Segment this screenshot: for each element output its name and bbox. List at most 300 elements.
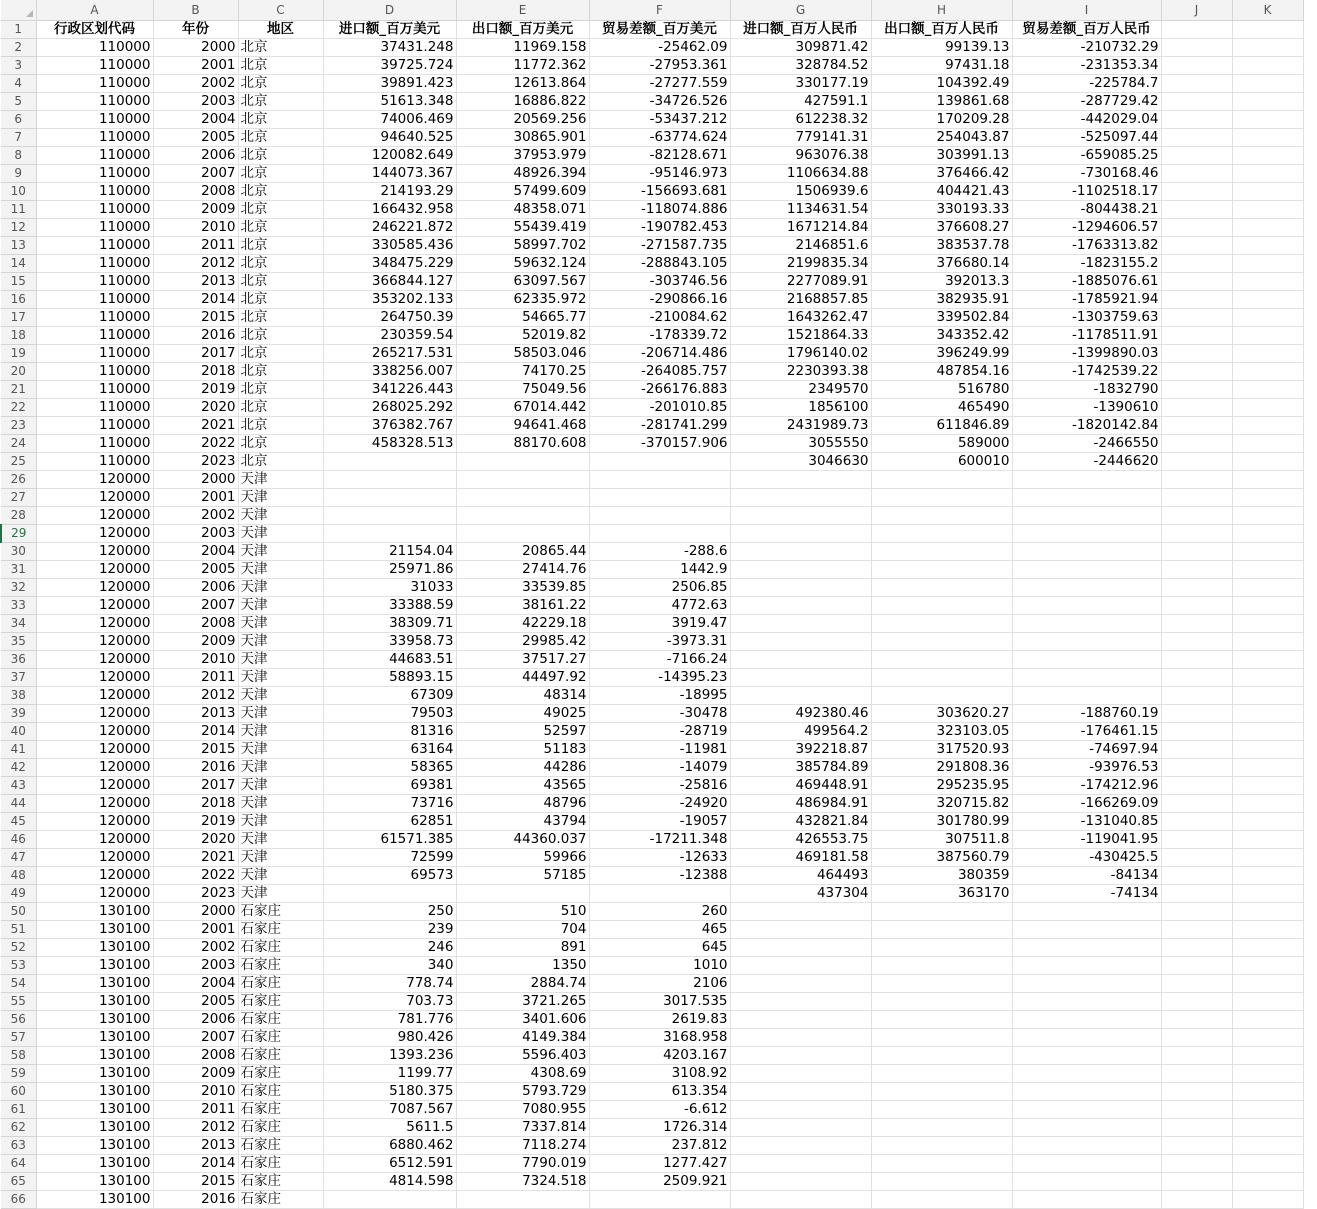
row-header[interactable]: 45 [1, 813, 36, 831]
row-header[interactable]: 60 [1, 1083, 36, 1101]
cell[interactable]: 2199835.34 [730, 255, 871, 273]
cell[interactable] [1232, 957, 1303, 975]
cell[interactable] [456, 471, 589, 489]
cell[interactable]: -804438.21 [1012, 201, 1161, 219]
cell[interactable]: -27953.361 [589, 57, 730, 75]
cell[interactable] [1161, 1119, 1232, 1137]
cell[interactable]: 贸易差额_百万人民币 [1012, 21, 1161, 39]
cell[interactable] [871, 687, 1012, 705]
cell[interactable] [1161, 993, 1232, 1011]
cell[interactable] [1232, 93, 1303, 111]
cell[interactable] [730, 1029, 871, 1047]
cell[interactable] [730, 957, 871, 975]
cell[interactable]: 341226.443 [323, 381, 456, 399]
cell[interactable]: 363170 [871, 885, 1012, 903]
row-header[interactable]: 55 [1, 993, 36, 1011]
cell[interactable]: 1199.77 [323, 1065, 456, 1083]
cell[interactable]: 5793.729 [456, 1083, 589, 1101]
row-header[interactable]: 32 [1, 579, 36, 597]
cell[interactable]: 2146851.6 [730, 237, 871, 255]
cell[interactable] [1232, 507, 1303, 525]
cell[interactable]: -190782.453 [589, 219, 730, 237]
cell[interactable] [456, 507, 589, 525]
cell[interactable]: 340 [323, 957, 456, 975]
cell[interactable]: 2015 [153, 1173, 238, 1191]
cell[interactable] [323, 507, 456, 525]
cell[interactable] [1012, 579, 1161, 597]
cell[interactable]: 38309.71 [323, 615, 456, 633]
cell[interactable]: 石家庄 [238, 1011, 323, 1029]
cell[interactable] [1012, 903, 1161, 921]
row-header[interactable]: 59 [1, 1065, 36, 1083]
cell[interactable] [730, 1083, 871, 1101]
cell[interactable]: 2000 [153, 471, 238, 489]
cell[interactable]: 北京 [238, 93, 323, 111]
cell[interactable]: 1442.9 [589, 561, 730, 579]
cell[interactable] [1232, 525, 1303, 543]
cell[interactable]: 北京 [238, 219, 323, 237]
cell[interactable] [1161, 561, 1232, 579]
cell[interactable]: -74697.94 [1012, 741, 1161, 759]
cell[interactable] [1161, 21, 1232, 39]
cell[interactable]: 51613.348 [323, 93, 456, 111]
cell[interactable] [1161, 1173, 1232, 1191]
cell[interactable] [871, 525, 1012, 543]
cell[interactable] [1232, 1047, 1303, 1065]
cell[interactable]: 2012 [153, 255, 238, 273]
cell[interactable]: 613.354 [589, 1083, 730, 1101]
cell[interactable]: 石家庄 [238, 939, 323, 957]
cell[interactable]: 2018 [153, 795, 238, 813]
cell[interactable] [730, 1155, 871, 1173]
cell[interactable]: 5180.375 [323, 1083, 456, 1101]
cell[interactable]: 58893.15 [323, 669, 456, 687]
cell[interactable]: 166432.958 [323, 201, 456, 219]
cell[interactable]: 110000 [36, 111, 153, 129]
row-header[interactable]: 40 [1, 723, 36, 741]
cell[interactable]: 北京 [238, 273, 323, 291]
cell[interactable]: 北京 [238, 435, 323, 453]
cell[interactable]: 2015 [153, 309, 238, 327]
cell[interactable]: 石家庄 [238, 957, 323, 975]
cell[interactable] [1161, 309, 1232, 327]
cell[interactable]: 645 [589, 939, 730, 957]
cell[interactable]: -24920 [589, 795, 730, 813]
cell[interactable] [1161, 165, 1232, 183]
cell[interactable]: 464493 [730, 867, 871, 885]
cell[interactable] [1232, 453, 1303, 471]
row-header[interactable]: 21 [1, 381, 36, 399]
cell[interactable]: 石家庄 [238, 921, 323, 939]
cell[interactable]: 237.812 [589, 1137, 730, 1155]
cell[interactable]: 69573 [323, 867, 456, 885]
cell[interactable] [1232, 759, 1303, 777]
cell[interactable]: 天津 [238, 543, 323, 561]
cell[interactable]: 110000 [36, 435, 153, 453]
cell[interactable]: 2012 [153, 1119, 238, 1137]
cell[interactable]: 11969.158 [456, 39, 589, 57]
cell[interactable]: 天津 [238, 687, 323, 705]
cell[interactable]: 4814.598 [323, 1173, 456, 1191]
cell[interactable]: 天津 [238, 885, 323, 903]
cell[interactable] [1232, 21, 1303, 39]
cell[interactable] [1232, 381, 1303, 399]
cell[interactable] [730, 543, 871, 561]
cell[interactable] [1161, 723, 1232, 741]
cell[interactable]: 天津 [238, 777, 323, 795]
cell[interactable]: 130100 [36, 975, 153, 993]
cell[interactable] [730, 633, 871, 651]
cell[interactable]: 2013 [153, 273, 238, 291]
cell[interactable]: 110000 [36, 309, 153, 327]
cell[interactable]: 2021 [153, 417, 238, 435]
row-header[interactable]: 35 [1, 633, 36, 651]
cell[interactable]: 295235.95 [871, 777, 1012, 795]
cell[interactable]: -225784.7 [1012, 75, 1161, 93]
cell[interactable]: -7166.24 [589, 651, 730, 669]
cell[interactable]: 12613.864 [456, 75, 589, 93]
cell[interactable] [1012, 507, 1161, 525]
cell[interactable] [1012, 1029, 1161, 1047]
cell[interactable]: 2023 [153, 885, 238, 903]
cell[interactable] [1012, 1011, 1161, 1029]
cell[interactable] [730, 939, 871, 957]
cell[interactable]: 73716 [323, 795, 456, 813]
cell[interactable]: -2466550 [1012, 435, 1161, 453]
cell[interactable]: 44683.51 [323, 651, 456, 669]
cell[interactable]: 110000 [36, 75, 153, 93]
cell[interactable] [730, 561, 871, 579]
cell[interactable]: -271587.735 [589, 237, 730, 255]
cell[interactable]: 天津 [238, 831, 323, 849]
cell[interactable]: 2020 [153, 399, 238, 417]
cell[interactable]: -430425.5 [1012, 849, 1161, 867]
cell[interactable]: 天津 [238, 615, 323, 633]
cell[interactable] [1161, 327, 1232, 345]
cell[interactable]: 5611.5 [323, 1119, 456, 1137]
cell[interactable] [1232, 345, 1303, 363]
cell[interactable]: 778.74 [323, 975, 456, 993]
column-header-k[interactable]: K [1232, 0, 1303, 21]
row-header[interactable]: 10 [1, 183, 36, 201]
cell[interactable] [1012, 543, 1161, 561]
cell[interactable]: -730168.46 [1012, 165, 1161, 183]
cell[interactable] [1161, 417, 1232, 435]
cell[interactable]: 63097.567 [456, 273, 589, 291]
row-header[interactable]: 56 [1, 1011, 36, 1029]
cell[interactable] [1232, 849, 1303, 867]
cell[interactable]: 1506939.6 [730, 183, 871, 201]
cell[interactable]: 2004 [153, 111, 238, 129]
cell[interactable]: 382935.91 [871, 291, 1012, 309]
cell[interactable]: 1277.427 [589, 1155, 730, 1173]
cell[interactable] [1161, 921, 1232, 939]
cell[interactable] [1012, 1047, 1161, 1065]
cell[interactable]: 北京 [238, 291, 323, 309]
cell[interactable]: 2002 [153, 939, 238, 957]
cell[interactable]: 北京 [238, 75, 323, 93]
cell[interactable]: 20569.256 [456, 111, 589, 129]
cell[interactable] [1232, 543, 1303, 561]
cell[interactable]: -34726.526 [589, 93, 730, 111]
cell[interactable]: -303746.56 [589, 273, 730, 291]
cell[interactable] [730, 651, 871, 669]
cell[interactable]: 328784.52 [730, 57, 871, 75]
row-header[interactable]: 48 [1, 867, 36, 885]
row-header[interactable]: 47 [1, 849, 36, 867]
cell[interactable]: -1832790 [1012, 381, 1161, 399]
cell[interactable]: 2005 [153, 129, 238, 147]
cell[interactable]: 307511.8 [871, 831, 1012, 849]
cell[interactable]: 246 [323, 939, 456, 957]
cell[interactable] [871, 597, 1012, 615]
cell[interactable] [1161, 1011, 1232, 1029]
column-header-e[interactable]: E [456, 0, 589, 21]
cell[interactable]: 458328.513 [323, 435, 456, 453]
cell[interactable]: 120082.649 [323, 147, 456, 165]
cell[interactable] [1232, 741, 1303, 759]
cell[interactable] [730, 615, 871, 633]
cell[interactable]: 2022 [153, 867, 238, 885]
cell[interactable]: 2016 [153, 1191, 238, 1209]
cell[interactable] [1161, 615, 1232, 633]
cell[interactable]: 339502.84 [871, 309, 1012, 327]
cell[interactable] [871, 561, 1012, 579]
cell[interactable]: 120000 [36, 741, 153, 759]
cell[interactable]: 110000 [36, 237, 153, 255]
cell[interactable]: 石家庄 [238, 1047, 323, 1065]
cell[interactable] [1232, 219, 1303, 237]
cell[interactable] [871, 471, 1012, 489]
cell[interactable]: 62335.972 [456, 291, 589, 309]
cell[interactable]: -93976.53 [1012, 759, 1161, 777]
cell[interactable]: 62851 [323, 813, 456, 831]
cell[interactable] [1232, 1155, 1303, 1173]
cell[interactable]: 59632.124 [456, 255, 589, 273]
cell[interactable]: 891 [456, 939, 589, 957]
cell[interactable]: 120000 [36, 813, 153, 831]
cell[interactable] [1161, 219, 1232, 237]
cell[interactable] [730, 1137, 871, 1155]
cell[interactable] [1232, 147, 1303, 165]
cell[interactable]: 703.73 [323, 993, 456, 1011]
cell[interactable]: 33958.73 [323, 633, 456, 651]
cell[interactable]: 58997.702 [456, 237, 589, 255]
cell[interactable] [1161, 651, 1232, 669]
column-header-d[interactable]: D [323, 0, 456, 21]
cell[interactable]: 260 [589, 903, 730, 921]
row-header[interactable]: 57 [1, 1029, 36, 1047]
cell[interactable]: 2003 [153, 525, 238, 543]
cell[interactable]: -14395.23 [589, 669, 730, 687]
cell[interactable]: 330177.19 [730, 75, 871, 93]
cell[interactable]: 20865.44 [456, 543, 589, 561]
cell[interactable]: 104392.49 [871, 75, 1012, 93]
cell[interactable]: 120000 [36, 723, 153, 741]
cell[interactable]: -28719 [589, 723, 730, 741]
cell[interactable] [1232, 939, 1303, 957]
cell[interactable] [1161, 1155, 1232, 1173]
row-header[interactable]: 5 [1, 93, 36, 111]
cell[interactable]: 61571.385 [323, 831, 456, 849]
cell[interactable]: 516780 [871, 381, 1012, 399]
cell[interactable]: 2230393.38 [730, 363, 871, 381]
cell[interactable] [1161, 399, 1232, 417]
cell[interactable]: 110000 [36, 345, 153, 363]
cell[interactable]: 1010 [589, 957, 730, 975]
cell[interactable] [871, 1029, 1012, 1047]
cell[interactable]: 58365 [323, 759, 456, 777]
cell[interactable] [1161, 471, 1232, 489]
cell[interactable] [1012, 939, 1161, 957]
cell[interactable]: 120000 [36, 471, 153, 489]
cell[interactable]: 2002 [153, 75, 238, 93]
cell[interactable]: 323103.05 [871, 723, 1012, 741]
cell[interactable]: 北京 [238, 183, 323, 201]
cell[interactable]: 779141.31 [730, 129, 871, 147]
column-header-c[interactable]: C [238, 0, 323, 21]
cell[interactable] [871, 1101, 1012, 1119]
cell[interactable]: 55439.419 [456, 219, 589, 237]
cell[interactable] [1232, 201, 1303, 219]
cell[interactable]: -290866.16 [589, 291, 730, 309]
cell[interactable] [1012, 489, 1161, 507]
row-header[interactable]: 66 [1, 1191, 36, 1209]
cell[interactable]: 1796140.02 [730, 345, 871, 363]
cell[interactable] [1012, 993, 1161, 1011]
cell[interactable]: 110000 [36, 453, 153, 471]
cell[interactable] [1161, 1029, 1232, 1047]
cell[interactable]: -231353.34 [1012, 57, 1161, 75]
cell[interactable] [730, 1191, 871, 1209]
cell[interactable] [871, 1137, 1012, 1155]
cell[interactable]: 2016 [153, 327, 238, 345]
cell[interactable]: -19057 [589, 813, 730, 831]
cell[interactable]: 天津 [238, 849, 323, 867]
cell[interactable] [871, 975, 1012, 993]
cell[interactable]: -442029.04 [1012, 111, 1161, 129]
cell[interactable]: 67014.442 [456, 399, 589, 417]
cell[interactable] [1161, 93, 1232, 111]
cell[interactable]: 2011 [153, 1101, 238, 1119]
cell[interactable] [1161, 1065, 1232, 1083]
cell[interactable]: -11981 [589, 741, 730, 759]
cell[interactable] [730, 1101, 871, 1119]
cell[interactable] [1232, 1011, 1303, 1029]
cell[interactable]: -1742539.22 [1012, 363, 1161, 381]
row-header[interactable]: 36 [1, 651, 36, 669]
cell[interactable] [456, 525, 589, 543]
cell[interactable]: 348475.229 [323, 255, 456, 273]
cell[interactable]: 25971.86 [323, 561, 456, 579]
cell[interactable]: 1350 [456, 957, 589, 975]
row-header[interactable]: 34 [1, 615, 36, 633]
cell[interactable]: 4308.69 [456, 1065, 589, 1083]
cell[interactable]: 110000 [36, 417, 153, 435]
cell[interactable]: 239 [323, 921, 456, 939]
cell[interactable]: 1521864.33 [730, 327, 871, 345]
cell[interactable]: 120000 [36, 777, 153, 795]
cell[interactable]: 330585.436 [323, 237, 456, 255]
cell[interactable] [589, 525, 730, 543]
cell[interactable]: 72599 [323, 849, 456, 867]
cell[interactable]: 250 [323, 903, 456, 921]
cell[interactable]: 6512.591 [323, 1155, 456, 1173]
cell[interactable]: 1671214.84 [730, 219, 871, 237]
cell[interactable] [1232, 561, 1303, 579]
cell[interactable]: 392013.3 [871, 273, 1012, 291]
cell[interactable]: 2012 [153, 687, 238, 705]
row-header[interactable]: 30 [1, 543, 36, 561]
row-header[interactable]: 18 [1, 327, 36, 345]
cell[interactable]: 石家庄 [238, 1173, 323, 1191]
cell[interactable]: 376466.42 [871, 165, 1012, 183]
cell[interactable] [1161, 633, 1232, 651]
cell[interactable] [730, 1065, 871, 1083]
cell[interactable]: 130100 [36, 1101, 153, 1119]
cell[interactable]: 2884.74 [456, 975, 589, 993]
row-header[interactable]: 29 [1, 525, 36, 543]
cell[interactable]: 2005 [153, 993, 238, 1011]
cell[interactable]: 31033 [323, 579, 456, 597]
cell[interactable]: 387560.79 [871, 849, 1012, 867]
cell[interactable]: 1726.314 [589, 1119, 730, 1137]
cell[interactable] [1232, 705, 1303, 723]
cell[interactable] [1161, 543, 1232, 561]
cell[interactable]: 2014 [153, 1155, 238, 1173]
cell[interactable]: -166269.09 [1012, 795, 1161, 813]
cell[interactable]: 石家庄 [238, 975, 323, 993]
cell[interactable]: 石家庄 [238, 1083, 323, 1101]
cell[interactable] [589, 507, 730, 525]
cell[interactable]: 52019.82 [456, 327, 589, 345]
cell[interactable] [1161, 903, 1232, 921]
cell[interactable]: 石家庄 [238, 1137, 323, 1155]
cell[interactable]: 120000 [36, 561, 153, 579]
cell[interactable] [1232, 57, 1303, 75]
cell[interactable]: 2006 [153, 147, 238, 165]
cell[interactable] [1161, 597, 1232, 615]
cell[interactable]: 5596.403 [456, 1047, 589, 1065]
cell[interactable]: 北京 [238, 345, 323, 363]
row-header[interactable]: 43 [1, 777, 36, 795]
cell[interactable] [589, 489, 730, 507]
row-header[interactable]: 38 [1, 687, 36, 705]
cell[interactable] [871, 1191, 1012, 1209]
cell[interactable]: -12633 [589, 849, 730, 867]
cell[interactable]: 120000 [36, 579, 153, 597]
row-header[interactable]: 63 [1, 1137, 36, 1155]
cell[interactable]: 74006.469 [323, 111, 456, 129]
cell[interactable] [871, 1173, 1012, 1191]
cell[interactable] [1012, 1119, 1161, 1137]
cell[interactable] [1012, 1155, 1161, 1173]
cell[interactable]: 2003 [153, 93, 238, 111]
cell[interactable]: 432821.84 [730, 813, 871, 831]
cell[interactable]: 1856100 [730, 399, 871, 417]
cell[interactable]: 2010 [153, 651, 238, 669]
row-header[interactable]: 4 [1, 75, 36, 93]
cell[interactable] [871, 507, 1012, 525]
cell[interactable]: 120000 [36, 885, 153, 903]
cell[interactable]: 天津 [238, 813, 323, 831]
row-header[interactable]: 25 [1, 453, 36, 471]
cell[interactable]: -525097.44 [1012, 129, 1161, 147]
cell[interactable]: 510 [456, 903, 589, 921]
cell[interactable]: 320715.82 [871, 795, 1012, 813]
cell[interactable] [1012, 597, 1161, 615]
cell[interactable]: 2011 [153, 237, 238, 255]
